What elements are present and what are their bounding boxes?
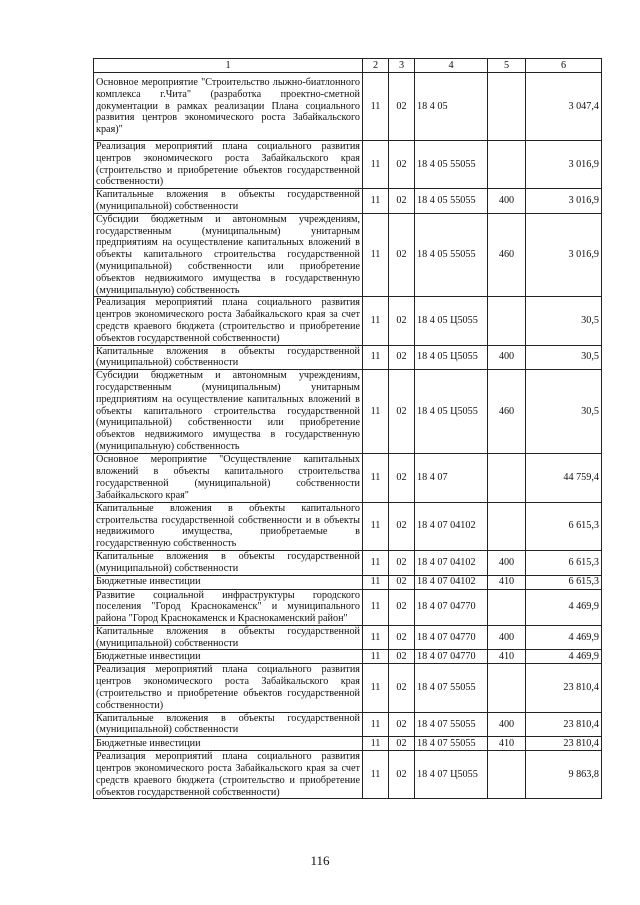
row-expense-type: 460 xyxy=(488,370,526,454)
row-amount: 30,5 xyxy=(526,345,602,370)
row-target-article: 18 4 05 55055 xyxy=(415,189,488,214)
row-expense-type: 400 xyxy=(488,550,526,575)
table-row xyxy=(94,550,602,575)
row-expense-type: 460 xyxy=(488,213,526,297)
row-target-article: 18 4 07 55055 xyxy=(415,664,488,712)
row-subsection: 02 xyxy=(389,502,415,550)
row-name: Реализация мероприятий плана социального развития центров экономического роста Забайкальского края за счет средств краевого бюджета (строительство и приобретение объектов государственной собственности) xyxy=(94,751,363,799)
row-expense-type: 410 xyxy=(488,575,526,589)
row-name: Бюджетные инвестиции xyxy=(94,575,363,589)
row-expense-type: 410 xyxy=(488,737,526,751)
row-amount: 23 810,4 xyxy=(526,712,602,737)
column-header-subsection: 3 xyxy=(389,59,415,73)
table-row xyxy=(94,575,602,589)
row-amount: 30,5 xyxy=(526,297,602,345)
row-subsection: 02 xyxy=(389,213,415,297)
table-row xyxy=(94,345,602,370)
budget-table-container xyxy=(93,58,601,799)
column-header-amount: 6 xyxy=(526,59,602,73)
row-section: 11 xyxy=(363,625,389,650)
row-name: Бюджетные инвестиции xyxy=(94,737,363,751)
row-target-article: 18 4 07 04102 xyxy=(415,550,488,575)
row-subsection: 02 xyxy=(389,589,415,625)
row-section: 11 xyxy=(363,589,389,625)
row-section: 11 xyxy=(363,575,389,589)
row-amount: 23 810,4 xyxy=(526,664,602,712)
row-section: 11 xyxy=(363,213,389,297)
row-target-article: 18 4 05 Ц5055 xyxy=(415,345,488,370)
row-name: Реализация мероприятий плана социального развития центров экономического роста Забайкальского края (строительство и приобретение объектов государственной собственности) xyxy=(94,141,363,189)
table-header-row xyxy=(94,59,602,73)
row-name: Реализация мероприятий плана социального развития центров экономического роста Забайкальского края за счет средств краевого бюджета (строительство и приобретение объектов государственной собственности) xyxy=(94,297,363,345)
row-target-article: 18 4 07 55055 xyxy=(415,712,488,737)
row-subsection: 02 xyxy=(389,737,415,751)
row-expense-type xyxy=(488,751,526,799)
table-row xyxy=(94,141,602,189)
row-name: Бюджетные инвестиции xyxy=(94,650,363,664)
row-expense-type xyxy=(488,664,526,712)
row-target-article: 18 4 05 Ц5055 xyxy=(415,297,488,345)
row-subsection: 02 xyxy=(389,664,415,712)
row-amount: 9 863,8 xyxy=(526,751,602,799)
table-row xyxy=(94,73,602,141)
row-section: 11 xyxy=(363,751,389,799)
row-section: 11 xyxy=(363,141,389,189)
row-subsection: 02 xyxy=(389,575,415,589)
row-expense-type xyxy=(488,73,526,141)
table-row xyxy=(94,712,602,737)
table-row xyxy=(94,751,602,799)
row-amount: 3 016,9 xyxy=(526,213,602,297)
row-expense-type: 400 xyxy=(488,625,526,650)
row-section: 11 xyxy=(363,502,389,550)
table-body xyxy=(94,73,602,799)
row-name: Капитальные вложения в объекты государственной (муниципальной) собственности xyxy=(94,345,363,370)
row-amount: 3 047,4 xyxy=(526,73,602,141)
row-subsection: 02 xyxy=(389,73,415,141)
row-amount: 4 469,9 xyxy=(526,650,602,664)
row-target-article: 18 4 05 55055 xyxy=(415,141,488,189)
row-section: 11 xyxy=(363,73,389,141)
table-row xyxy=(94,502,602,550)
row-name: Субсидии бюджетным и автономным учреждениям, государственным (муниципальным) унитарным предприятиям на осуществление капитальных вложений в объекты капитального строительства государственной (муниципальной) собственности или приобретение объектов недвижимого имущества в государственную (муниципальную) собственность xyxy=(94,213,363,297)
row-target-article: 18 4 07 04102 xyxy=(415,502,488,550)
row-section: 11 xyxy=(363,664,389,712)
row-section: 11 xyxy=(363,453,389,502)
row-amount: 4 469,9 xyxy=(526,589,602,625)
row-target-article: 18 4 07 xyxy=(415,453,488,502)
table-row xyxy=(94,189,602,214)
row-section: 11 xyxy=(363,650,389,664)
row-subsection: 02 xyxy=(389,625,415,650)
column-header-section: 2 xyxy=(363,59,389,73)
table-row xyxy=(94,625,602,650)
row-amount: 23 810,4 xyxy=(526,737,602,751)
row-section: 11 xyxy=(363,297,389,345)
page-number: 116 xyxy=(310,853,330,868)
row-name: Развитие социальной инфраструктуры городского поселения "Город Краснокаменск" и муниципального района "Город Краснокаменск и Краснокаменский район" xyxy=(94,589,363,625)
row-expense-type xyxy=(488,589,526,625)
row-name: Капитальные вложения в объекты государственной (муниципальной) собственности xyxy=(94,189,363,214)
row-subsection: 02 xyxy=(389,345,415,370)
row-target-article: 18 4 05 xyxy=(415,73,488,141)
row-subsection: 02 xyxy=(389,650,415,664)
row-amount: 4 469,9 xyxy=(526,625,602,650)
row-name: Реализация мероприятий плана социального развития центров экономического роста Забайкальского края (строительство и приобретение объектов государственной собственности) xyxy=(94,664,363,712)
row-expense-type: 410 xyxy=(488,650,526,664)
row-amount: 44 759,4 xyxy=(526,453,602,502)
table-row xyxy=(94,737,602,751)
row-subsection: 02 xyxy=(389,712,415,737)
row-amount: 30,5 xyxy=(526,370,602,454)
row-amount: 6 615,3 xyxy=(526,550,602,575)
row-amount: 6 615,3 xyxy=(526,502,602,550)
table-row xyxy=(94,297,602,345)
column-header-target-article: 4 xyxy=(415,59,488,73)
row-section: 11 xyxy=(363,550,389,575)
row-amount: 6 615,3 xyxy=(526,575,602,589)
row-section: 11 xyxy=(363,712,389,737)
table-row xyxy=(94,453,602,502)
row-target-article: 18 4 07 55055 xyxy=(415,737,488,751)
row-subsection: 02 xyxy=(389,141,415,189)
row-expense-type: 400 xyxy=(488,345,526,370)
row-target-article: 18 4 07 04770 xyxy=(415,650,488,664)
row-subsection: 02 xyxy=(389,370,415,454)
budget-table xyxy=(93,58,602,799)
row-expense-type xyxy=(488,502,526,550)
row-subsection: 02 xyxy=(389,189,415,214)
row-amount: 3 016,9 xyxy=(526,141,602,189)
column-header-expense-type: 5 xyxy=(488,59,526,73)
row-expense-type xyxy=(488,141,526,189)
row-expense-type: 400 xyxy=(488,712,526,737)
column-header-name: 1 xyxy=(94,59,363,73)
row-amount: 3 016,9 xyxy=(526,189,602,214)
row-section: 11 xyxy=(363,345,389,370)
row-expense-type xyxy=(488,453,526,502)
row-name: Капитальные вложения в объекты государственной (муниципальной) собственности xyxy=(94,712,363,737)
row-expense-type: 400 xyxy=(488,189,526,214)
row-name: Капитальные вложения в объекты государственной (муниципальной) собственности xyxy=(94,625,363,650)
table-row xyxy=(94,650,602,664)
row-expense-type xyxy=(488,297,526,345)
row-name: Капитальные вложения в объекты государственной (муниципальной) собственности xyxy=(94,550,363,575)
row-target-article: 18 4 07 Ц5055 xyxy=(415,751,488,799)
row-target-article: 18 4 07 04102 xyxy=(415,575,488,589)
row-subsection: 02 xyxy=(389,751,415,799)
table-row xyxy=(94,664,602,712)
row-target-article: 18 4 05 Ц5055 xyxy=(415,370,488,454)
row-name: Основное мероприятие "Строительство лыжно-биатлонного комплекса г.Чита" (разработка проектно-сметной документации в рамках реализации Плана социального развития центров экономического роста Забайкальского края)" xyxy=(94,73,363,141)
row-name: Субсидии бюджетным и автономным учреждениям, государственным (муниципальным) унитарным предприятиям на осуществление капитальных вложений в объекты капитального строительства государственной (муниципальной) собственности или приобретение объектов недвижимого имущества в государственную (муниципальную) собственность xyxy=(94,370,363,454)
row-subsection: 02 xyxy=(389,297,415,345)
row-section: 11 xyxy=(363,737,389,751)
row-section: 11 xyxy=(363,189,389,214)
table-row xyxy=(94,589,602,625)
row-target-article: 18 4 07 04770 xyxy=(415,625,488,650)
row-section: 11 xyxy=(363,370,389,454)
row-name: Основное мероприятие "Осуществление капитальных вложений в объекты капитального строительства государственной (муниципальной) собственности Забайкальского края" xyxy=(94,453,363,502)
table-row xyxy=(94,370,602,454)
row-target-article: 18 4 07 04770 xyxy=(415,589,488,625)
row-name: Капитальные вложения в объекты капитального строительства государственной собственности и в объекты недвижимого имущества, приобретаемые в государственную собственность xyxy=(94,502,363,550)
row-subsection: 02 xyxy=(389,550,415,575)
row-target-article: 18 4 05 55055 xyxy=(415,213,488,297)
table-row xyxy=(94,213,602,297)
row-subsection: 02 xyxy=(389,453,415,502)
